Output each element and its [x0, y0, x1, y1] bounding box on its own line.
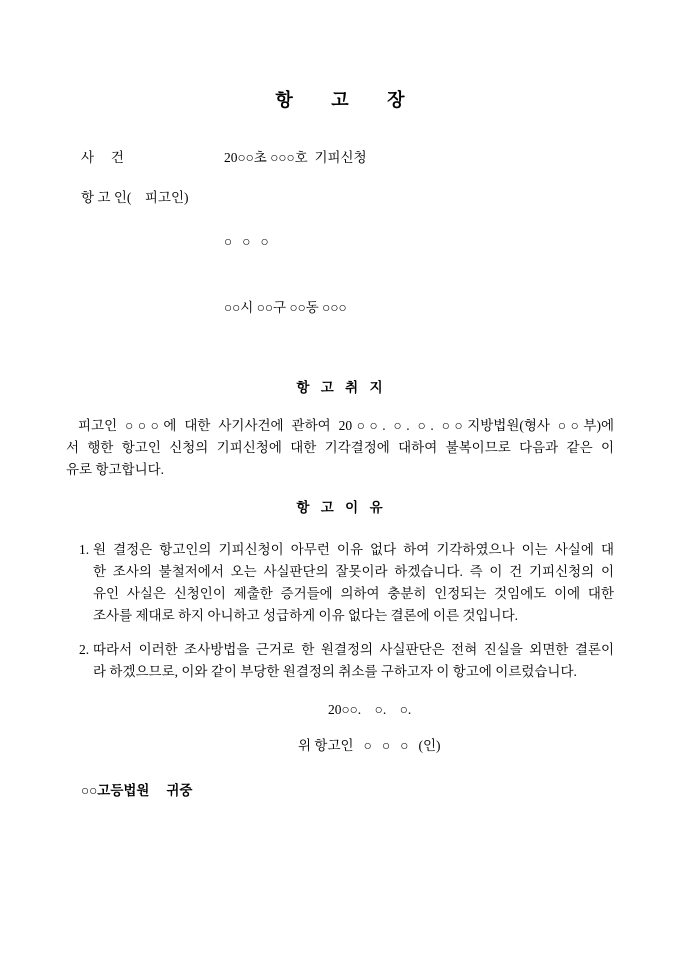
- reason-item: [66, 539, 614, 627]
- case-label: 사 건: [81, 150, 124, 165]
- purpose-line: 서 행한 항고인 신청의 기피신청에 대한 기각결정에 대하여 불복이므로 다음과 같은 이: [66, 440, 614, 455]
- purpose-paragraph: [66, 415, 614, 481]
- case-row: [81, 147, 614, 169]
- reason-item-number: 2.: [79, 642, 90, 657]
- document-title: 항 고 장: [275, 90, 405, 110]
- reason-line: 따라서 이러한 조사방법을 근거로 한 원결정의 사실판단은 전혀 진실을 외면한 결론이: [93, 642, 614, 657]
- signature-line: 위 항고인 ○ ○ ○ (인): [298, 738, 441, 753]
- appellant-label: 항 고 인( 피고인): [81, 190, 189, 205]
- reason-line: 조사를 제대로 하지 아니하고 성급하게 이유 없다는 결론에 이른 것입니다.: [93, 608, 518, 623]
- reason-line: 유인 사실은 신청인이 제출한 증거들에 의하여 충분히 인정되는 것임에도 이에 대한: [93, 586, 614, 601]
- appellant-address: ○○시 ○○구 ○○동 ○○○: [224, 300, 347, 315]
- purpose-line: 유로 항고합니다.: [66, 462, 165, 477]
- reason-line: 라 하겠으므로, 이와 같이 부당한 원결정의 취소를 구하고자 이 항고에 이르렀습니다.: [93, 664, 577, 679]
- reason-line: 한 조사의 불철저에서 오는 사실판단의 잘못이라 하겠습니다. 즉 이 건 기피신청의 이: [93, 564, 614, 579]
- addressee-court: ○○고등법원 귀중: [81, 783, 193, 798]
- purpose-line: 피고인 ○○○에 대한 사기사건에 관하여 20○○. ○. ○. ○○지방법원(형사 ○○부)에: [78, 418, 614, 433]
- purpose-heading: 항 고 취 지: [296, 380, 384, 395]
- document-date: 20○○. ○. ○.: [328, 702, 412, 717]
- reasons-heading: 항 고 이 유: [296, 500, 384, 515]
- appellant-name: ○ ○ ○: [224, 234, 269, 249]
- case-number: 20○○초 ○○○호 기피신청: [224, 150, 367, 165]
- reason-item-number: 1.: [79, 542, 90, 557]
- reason-item: [66, 639, 614, 683]
- reason-line: 원 결정은 항고인의 기피신청이 아무런 이유 없다 하여 기각하였으나 이는 사실에 대: [93, 542, 614, 557]
- appellant-row: [81, 187, 614, 363]
- appellant-info: [224, 187, 347, 363]
